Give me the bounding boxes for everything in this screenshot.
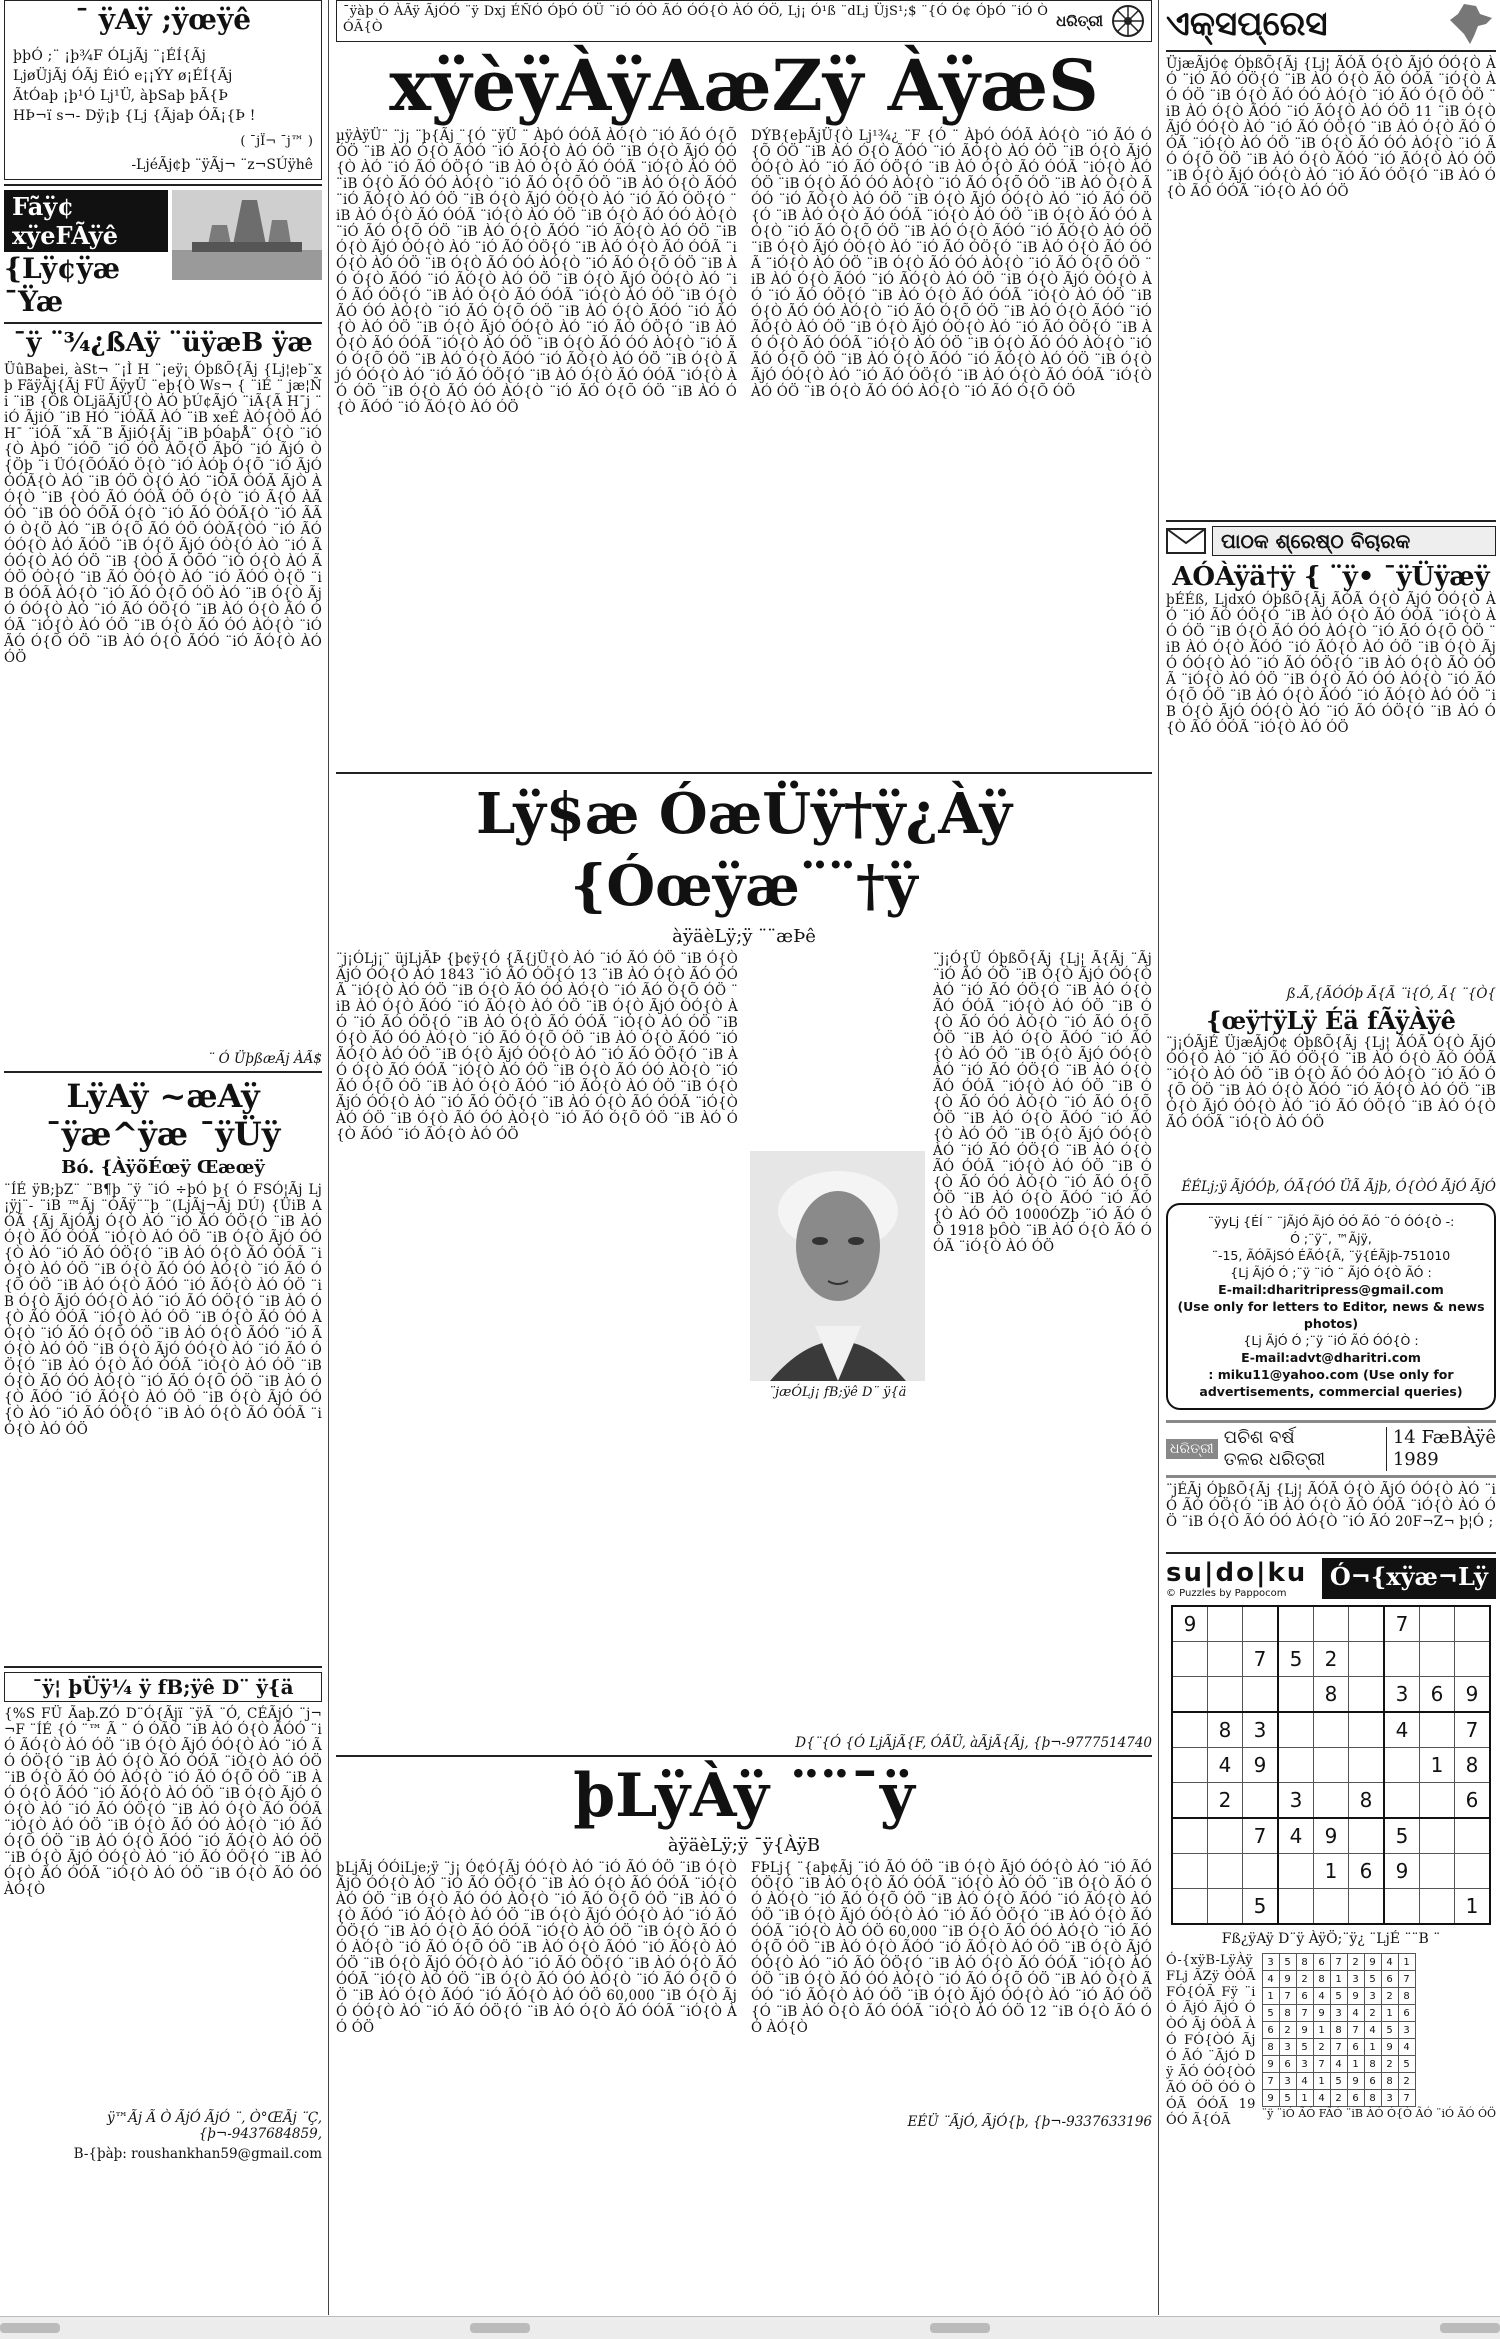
third-signature: EÉÜ ¨ÃjÓ, ÃjÓ{þ, {þ¬-9337633196 bbox=[907, 2114, 1152, 2130]
second-headline: Lÿ$æ ÓæÜÿ†ÿ¿Àÿ {Óœÿæ¨¨†ÿ bbox=[475, 781, 1013, 919]
anniversary-body: ¨jÉÃj ÓþßÕ{Ãj {Lj¦ ÃÓÃ Ó{Ò ÃjÓ ÓÓ{Ò ÀÓ ¨iÓ ÃÓ ÓÖ{Ó ¨iB ÀÓ Ó{Ò ÃÓ ÓÓÃ ¨iÓ{Ò ÀÓ ÓÖ ¨iB Ó{Ò ÃÓ ÓÓ ÀÓ{Ò ¨iÓ ÃÓ 20F¬Z¬ þ¦Ó ; bbox=[1166, 1482, 1496, 1530]
sudoku-cell[interactable] bbox=[1208, 1889, 1243, 1925]
sudoku-cell: 4 bbox=[1384, 1712, 1420, 1748]
solution-cell: 6 bbox=[1381, 1971, 1398, 1988]
portrait-caption: ¨jæÓLj¡ fB;ÿê D¨ ÿ{ä bbox=[768, 1385, 907, 1400]
third-byline: àÿäèLÿ;ÿ ¯ÿ{ÀÿB bbox=[667, 1835, 821, 1856]
sudoku-grid[interactable] bbox=[1171, 1605, 1491, 1925]
sudoku-cell[interactable] bbox=[1314, 1712, 1349, 1748]
divider bbox=[4, 1071, 322, 1073]
sudoku-row bbox=[1172, 1677, 1490, 1713]
solution-cell: 8 bbox=[1296, 1954, 1313, 1971]
solution-cell: 2 bbox=[1398, 2073, 1415, 2090]
sudoku-cell[interactable] bbox=[1172, 1677, 1208, 1713]
scroll-thumb[interactable] bbox=[0, 2323, 60, 2333]
sudoku-cell[interactable] bbox=[1172, 1854, 1208, 1889]
sudoku-cell[interactable] bbox=[1243, 1677, 1279, 1713]
portrait-image-icon bbox=[750, 1151, 925, 1381]
second-body-right: ¨j¡Ó{Ü ÓþßÕ{Ãj {Lj¦ Ã{Ãj ¨Ãj ¨iÓ ÃÓ ÓÖ ¨iB Ó{Ò ÃjÓ ÓÓ{Ò ÀÓ ¨iÓ ÃÓ ÓÖ{Ó ¨iB ÀÓ Ó{Ò ÃÓ ÓÓÃ ¨iÓ{Ò ÀÓ ÓÖ ¨iB Ó{Ò ÃÓ ÓÓ ÀÓ{Ò ¨iÓ ÃÓ Ó{Õ ÓÖ ¨iB ÀÓ Ó{Ò ÃÓÓ ¨iÓ ÃÓ{Ò ÀÓ ÓÖ ¨iB Ó{Ò ÃjÓ ÓÓ{Ò ÀÓ ¨iÓ ÃÓ ÓÖ{Ó ¨iB ÀÓ Ó{Ò ÃÓ ÓÓÃ ¨iÓ{Ò ÀÓ ÓÖ ¨iB Ó{Ò ÃÓ ÓÓ ÀÓ{Ò ¨iÓ ÃÓ Ó{Õ ÓÖ ¨iB ÀÓ Ó{Ò ÃÓÓ ¨iÓ ÃÓ{Ò ÀÓ ÓÖ ¨iB Ó{Ò ÃjÓ ÓÓ{Ò ÀÓ ¨iÓ ÃÓ ÓÖ{Ó ¨iB ÀÓ Ó{Ò ÃÓ ÓÓÃ ¨iÓ{Ò ÀÓ ÓÖ ¨iB Ó{Ò ÃÓ ÓÓ ÀÓ{Ò ¨iÓ ÃÓ Ó{Õ ÓÖ ¨iB ÀÓ Ó{Ò ÃÓÓ ¨iÓ ÃÓ{Ò ÀÓ ÓÖ 1000ÓZþ ¨iÓ ÃÓ ÓÖ 1918 þÔÒ ¨iB ÀÓ Ó{Ò ÃÓ ÓÓÃ ¨iÓ{Ò ÀÓ ÓÖ bbox=[933, 951, 1157, 1255]
third-body-left: þLjÃj ÓÓiLje;ÿ ¨j¡ Ó¢Ó{Ãj ÓÓ{Ò ÀÓ ¨iÓ ÃÓ ÓÖ ¨iB Ó{Ò ÃjÓ ÓÓ{Ò ÀÓ ¨iÓ ÃÓ ÓÖ{Ó ¨iB ÀÓ Ó{Ò ÃÓ ÓÓÃ ¨iÓ{Ò ÀÓ ÓÖ ¨iB Ó{Ò ÃÓ ÓÓ ÀÓ{Ò ¨iÓ ÃÓ Ó{Õ ÓÖ ¨iB ÀÓ Ó{Ò ÃÓÓ ¨iÓ ÃÓ{Ò ÀÓ ÓÖ ¨iB Ó{Ò ÃjÓ ÓÓ{Ò ÀÓ ¨iÓ ÃÓ ÓÖ{Ó ¨iB ÀÓ Ó{Ò ÃÓ ÓÓÃ ¨iÓ{Ò ÀÓ ÓÖ ¨iB Ó{Ò ÃÓ ÓÓ ÀÓ{Ò ¨iÓ ÃÓ Ó{Õ ÓÖ ¨iB ÀÓ Ó{Ò ÃÓÓ ¨iÓ ÃÓ{Ò ÀÓ ÓÖ ¨iB Ó{Ò ÃjÓ ÓÓ{Ò ÀÓ ¨iÓ ÃÓ ÓÖ{Ó ¨iB ÀÓ Ó{Ò ÃÓ ÓÓÃ ¨iÓ{Ò ÀÓ ÓÖ ¨iB Ó{Ò ÃÓ ÓÓ ÀÓ{Ò ¨iÓ ÃÓ Ó{Õ ÓÖ ¨iB ÀÓ Ó{Ò ÃÓÓ ¨iÓ ÃÓ{Ò ÀÓ ÓÖ 60,000 ¨iB Ó{Ò ÃjÓ ÓÓ{Ò ÀÓ ¨iÓ ÃÓ ÓÖ{Ó ¨iB ÀÓ Ó{Ò ÃÓ ÓÓÃ ¨iÓ{Ò ÀÓ ÓÖ bbox=[336, 1860, 742, 2036]
sudoku-cell[interactable] bbox=[1278, 1712, 1314, 1748]
sudoku-cell[interactable] bbox=[1349, 1606, 1385, 1642]
sudoku-cell[interactable] bbox=[1278, 1748, 1314, 1783]
solution-cell: 6 bbox=[1279, 2056, 1296, 2073]
solution-cell: 1 bbox=[1364, 2039, 1381, 2056]
solution-cell: 6 bbox=[1296, 1988, 1313, 2005]
solution-cell: 9 bbox=[1262, 2056, 1279, 2073]
solution-cell: 4 bbox=[1398, 2039, 1415, 2056]
sudoku-cell: 9 bbox=[1243, 1748, 1279, 1783]
sudoku-cell: 7 bbox=[1384, 1606, 1420, 1642]
story2-byline: Bó. {ÀÿõÉœÿ Œæœÿ bbox=[61, 1157, 265, 1178]
second-body-left: ¨j¡ÓLj¡¨ üjLjÃÞ {þ¢ÿ{Ó {Ã{jÜ{Ò ÀÓ ¨iÓ ÃÓ ÓÖ ¨iB Ó{Ò ÃjÓ ÓÓ{Ò ÀÓ 1843 ¨iÓ ÃÓ ÓÖ{Ó 13 ¨iB ÀÓ Ó{Ò ÃÓ ÓÓÃ ¨iÓ{Ò ÀÓ ÓÖ ¨iB Ó{Ò ÃÓ ÓÓ ÀÓ{Ò ¨iÓ ÃÓ Ó{Õ ÓÖ ¨iB ÀÓ Ó{Ò ÃÓÓ ¨iÓ ÃÓ{Ò ÀÓ ÓÖ ¨iB Ó{Ò ÃjÓ ÓÓ{Ò ÀÓ ¨iÓ ÃÓ ÓÖ{Ó ¨iB ÀÓ Ó{Ò ÃÓ ÓÓÃ ¨iÓ{Ò ÀÓ ÓÖ ¨iB Ó{Ò ÃÓ ÓÓ ÀÓ{Ò ¨iÓ ÃÓ Ó{Õ ÓÖ ¨iB ÀÓ Ó{Ò ÃÓÓ ¨iÓ ÃÓ{Ò ÀÓ ÓÖ ¨iB Ó{Ò ÃjÓ ÓÓ{Ò ÀÓ ¨iÓ ÃÓ ÓÖ{Ó ¨iB ÀÓ Ó{Ò ÃÓ ÓÓÃ ¨iÓ{Ò ÀÓ ÓÖ ¨iB Ó{Ò ÃÓ ÓÓ ÀÓ{Ò ¨iÓ ÃÓ Ó{Õ ÓÖ ¨iB ÀÓ Ó{Ò ÃÓÓ ¨iÓ ÃÓ{Ò ÀÓ ÓÖ ¨iB Ó{Ò ÃjÓ ÓÓ{Ò ÀÓ ¨iÓ ÃÓ ÓÖ{Ó ¨iB ÀÓ Ó{Ò ÃÓ ÓÓÃ ¨iÓ{Ò ÀÓ ÓÖ ¨iB Ó{Ò ÃÓ ÓÓ ÀÓ{Ò ¨iÓ ÃÓ Ó{Õ ÓÖ ¨iB ÀÓ Ó{Ò ÃÓÓ ¨iÓ ÃÓ{Ò ÀÓ ÓÖ bbox=[336, 951, 743, 1143]
solution-cell: 3 bbox=[1398, 2022, 1415, 2039]
solution-cell: 5 bbox=[1398, 2056, 1415, 2073]
solution-grid bbox=[1262, 1953, 1416, 2107]
quote-small: ( ¯jÏ¬ ¯j™ ) bbox=[240, 134, 313, 149]
solution-cell: 3 bbox=[1279, 2039, 1296, 2056]
sudoku-cell[interactable] bbox=[1349, 1642, 1385, 1677]
letter2-signature: ÉÉLj;ÿ ÃjÓÓþ, ÓÃ{ÓÓ ÜÃ Ãjþ, Ó{ÒÓ ÃjÓ ÃjÓ bbox=[1181, 1179, 1496, 1195]
small-logo: ଧରିତ୍ରୀ bbox=[1056, 12, 1103, 30]
sudoku-cell[interactable] bbox=[1278, 1854, 1314, 1889]
sudoku-cell[interactable] bbox=[1420, 1889, 1455, 1925]
second-byline: àÿäèLÿ;ÿ ¨¨æÞê bbox=[672, 926, 816, 947]
solution-cell: 8 bbox=[1279, 2005, 1296, 2022]
solution-cell: 5 bbox=[1330, 1988, 1347, 2005]
sudoku-row bbox=[1172, 1712, 1490, 1748]
story1-headline: ¯ÿ ¨¾¿ßAÿ ¨üÿæB ÿæ bbox=[13, 328, 313, 358]
story1-signature: ¨ Ó ÜþßæÃj ÀÃ$ bbox=[207, 1051, 322, 1067]
story2-body: ¨ÍÉ ÿB;þZ¨ ¨B¶þ ¨ÿ ¨iÓ ÷þÓ þ{ Ó FSÓ¦Ãj Lj¡ÿj¨- ¨iB ™Ãj ¨ÓÃÿ¨¨þ ¨(LjÃj¬Ãj DÚ) {ÜiB AÓÃ {Ãj ÃjÓÃj Ó{Ò ÀÓ ¨iÓ ÃÓ ÓÖ{Ó ¨iB ÀÓ Ó{Ò ÃÓ ÓÓÃ ¨iÓ{Ò ÀÓ ÓÖ ¨iB Ó{Ò ÃjÓ ÓÓ{Ò ÀÓ ¨iÓ ÃÓ ÓÖ{Ó ¨iB ÀÓ Ó{Ò ÃÓ ÓÓÃ ¨iÓ{Ò ÀÓ ÓÖ ¨iB Ó{Ò ÃÓ ÓÓ ÀÓ{Ò ¨iÓ ÃÓ Ó{Õ ÓÖ ¨iB ÀÓ Ó{Ò ÃÓÓ ¨iÓ ÃÓ{Ò ÀÓ ÓÖ ¨iB Ó{Ò ÃjÓ ÓÓ{Ò ÀÓ ¨iÓ ÃÓ ÓÖ{Ó ¨iB ÀÓ Ó{Ò ÃÓ ÓÓÃ ¨iÓ{Ò ÀÓ ÓÖ ¨iB Ó{Ò ÃÓ ÓÓ ÀÓ{Ò ¨iÓ ÃÓ Ó{Õ ÓÖ ¨iB ÀÓ Ó{Ò ÃÓÓ ¨iÓ ÃÓ{Ò ÀÓ ÓÖ ¨iB Ó{Ò ÃjÓ ÓÓ{Ò ÀÓ ¨iÓ ÃÓ ÓÖ{Ó ¨iB ÀÓ Ó{Ò ÃÓ ÓÓÃ ¨iÓ{Ò ÀÓ ÓÖ ¨iB Ó{Ò ÃÓ ÓÓ ÀÓ{Ò ¨iÓ ÃÓ Ó{Õ ÓÖ ¨iB ÀÓ Ó{Ò ÃÓÓ ¨iÓ ÃÓ{Ò ÀÓ ÓÖ ¨iB Ó{Ò ÃjÓ ÓÓ{Ò ÀÓ ¨iÓ ÃÓ ÓÖ{Ó ¨iB ÀÓ Ó{Ò ÃÓ ÓÓÃ ¨iÓ{Ò ÀÓ ÓÖ bbox=[4, 1182, 327, 1438]
solution-cell: 2 bbox=[1364, 2005, 1381, 2022]
sudoku-row bbox=[1172, 1854, 1490, 1889]
solution-cell: 2 bbox=[1347, 1954, 1364, 1971]
weekly-title: {Lÿ¢ÿæ ¯Ÿæ bbox=[4, 252, 121, 318]
solution-cell: 7 bbox=[1296, 2005, 1313, 2022]
solution-cell: 5 bbox=[1262, 2005, 1279, 2022]
solution-section bbox=[1166, 1953, 1496, 2128]
center-column bbox=[336, 0, 1157, 2315]
third-body-right: FÞLj{ ¨{aþ¢Ãj ¨iÓ ÃÓ ÓÖ ¨iB Ó{Ò ÃjÓ ÓÓ{Ò ÀÓ ¨iÓ ÃÓ ÓÖ{Ó ¨iB ÀÓ Ó{Ò ÃÓ ÓÓÃ ¨iÓ{Ò ÀÓ ÓÖ ¨iB Ó{Ò ÃÓ ÓÓ ÀÓ{Ò ¨iÓ ÃÓ Ó{Õ ÓÖ ¨iB ÀÓ Ó{Ò ÃÓÓ ¨iÓ ÃÓ{Ò ÀÓ ÓÖ ¨iB Ó{Ò ÃjÓ ÓÓ{Ò ÀÓ ¨iÓ ÃÓ ÓÖ{Ó ¨iB ÀÓ Ó{Ò ÃÓ ÓÓÃ ¨iÓ{Ò ÀÓ ÓÖ 60,000 ¨iB Ó{Ò ÃÓ ÓÓ ÀÓ{Ò ¨iÓ ÃÓ Ó{Õ ÓÖ ¨iB ÀÓ Ó{Ò ÃÓÓ ¨iÓ ÃÓ{Ò ÀÓ ÓÖ ¨iB Ó{Ò ÃjÓ ÓÓ{Ò ÀÓ ¨iÓ ÃÓ ÓÖ{Ó ¨iB ÀÓ Ó{Ò ÃÓ ÓÓÃ ¨iÓ{Ò ÀÓ ÓÖ ¨iB Ó{Ò ÃÓ ÓÓ ÀÓ{Ò ¨iÓ ÃÓ Ó{Õ ÓÖ ¨iB ÀÓ Ó{Ò ÃÓÓ ¨iÓ ÃÓ{Ò ÀÓ ÓÖ ¨iB Ó{Ò ÃjÓ ÓÓ{Ò ÀÓ ¨iÓ ÃÓ ÓÖ{Ó ¨iB ÀÓ Ó{Ò ÃÓ ÓÓÃ ¨iÓ{Ò ÀÓ ÓÖ 12 ¨iB Ó{Ò ÃÓ ÓÓ ÀÓ{Ò bbox=[751, 1860, 1157, 2036]
sudoku-cell: 2 bbox=[1208, 1783, 1243, 1819]
letter2-headline: {œÿ†ÿLÿ Éä fÃÿÀÿê bbox=[1206, 1006, 1456, 1035]
letters-title: ପାଠକ ଶ୍ରେଷ୍ଠ ବିଚାରକ bbox=[1212, 526, 1496, 556]
sudoku-row bbox=[1172, 1642, 1490, 1677]
temple-image-icon bbox=[172, 190, 322, 280]
divider bbox=[1166, 1552, 1496, 1554]
third-story bbox=[336, 1860, 1157, 2110]
anniversary-line: ପଚିଶ ବର୍ଷ bbox=[1223, 1427, 1295, 1448]
contact-note: advertisements, commercial queries) bbox=[1199, 1384, 1463, 1399]
sudoku-cell: 5 bbox=[1243, 1889, 1279, 1925]
sudoku-cell[interactable] bbox=[1243, 1783, 1279, 1819]
sudoku-cell[interactable] bbox=[1420, 1712, 1455, 1748]
sudoku-cell[interactable] bbox=[1384, 1642, 1420, 1677]
sudoku-cell[interactable] bbox=[1243, 1854, 1279, 1889]
solution-cell: 5 bbox=[1279, 1954, 1296, 1971]
sudoku-cell[interactable] bbox=[1420, 1854, 1455, 1889]
sudoku-cell[interactable] bbox=[1420, 1783, 1455, 1819]
sudoku-cell[interactable] bbox=[1172, 1642, 1208, 1677]
sudoku-cell: 2 bbox=[1314, 1642, 1349, 1677]
top-note: ¯ÿàþ Ó ÀÃÿ ÃjÓÓ ¨ÿ Dxj ÉÑÓ ÓþÓ ÓÜ ¨iÓ ÓÒ ÃÓ ÓÓ{Ò ÀÓ ÓÖ, Lj¡ Ó¹ß ¨dLj ÜjS¹;$ ¨{Ó Ó¢ ÓþÓ ¨iÓ ÒÓÃ{Ò bbox=[343, 4, 1049, 35]
sudoku-cell[interactable] bbox=[1278, 1606, 1314, 1642]
sudoku-cell[interactable] bbox=[1208, 1606, 1243, 1642]
sudoku-cell[interactable] bbox=[1455, 1606, 1491, 1642]
divider bbox=[4, 1666, 322, 1668]
solution-cell: 9 bbox=[1347, 2073, 1364, 2090]
sudoku-cell: 8 bbox=[1314, 1677, 1349, 1713]
solution-cell: 3 bbox=[1279, 2073, 1296, 2090]
sudoku-cell[interactable] bbox=[1208, 1818, 1243, 1854]
sudoku-cell[interactable] bbox=[1455, 1854, 1491, 1889]
contact-line: Ó ;¨ÿ¨, ™Ãjÿ, bbox=[1290, 1231, 1372, 1246]
sudoku-cell[interactable] bbox=[1349, 1889, 1385, 1925]
sudoku-cell[interactable] bbox=[1172, 1748, 1208, 1783]
letter2-body: ¨j¡ÓÃjÉ ÜjæÃjÓ¢ ÓþßÕ{Ãj {Lj¦ ÃÓÃ Ó{Ò ÃjÓ ÓÓ{Ò ÀÓ ¨iÓ ÃÓ ÓÖ{Ó ¨iB ÀÓ Ó{Ò ÃÓ ÓÓÃ ¨iÓ{Ò ÀÓ ÓÖ ¨iB Ó{Ò ÃÓ ÓÓ ÀÓ{Ò ¨iÓ ÃÓ Ó{Õ ÓÖ ¨iB ÀÓ Ó{Ò ÃÓÓ ¨iÓ ÃÓ{Ò ÀÓ ÓÖ ¨iB Ó{Ò ÃjÓ ÓÓ{Ò ÀÓ ¨iÓ ÃÓ ÓÖ{Ó ¨iB ÀÓ Ó{Ò ÃÓ ÓÓÃ ¨iÓ{Ò ÀÓ ÓÖ bbox=[1166, 1035, 1496, 1131]
contact-line: ¨-15, ÃÓÃjSÓ ÉÃÓ{Ã, ¨ÿ{ÉÃjþ-751010 bbox=[1211, 1248, 1451, 1263]
solution-cell: 9 bbox=[1347, 1988, 1364, 2005]
sudoku-credit: © Puzzles by Pappocom bbox=[1166, 1588, 1287, 1599]
sudoku-cell: 4 bbox=[1208, 1748, 1243, 1783]
contact-line: ¨ÿyLj {ÉÍ ¨ ¨jÃjÓ ÃjÓ ÓÓ ÃÓ ¨Ó ÓÓ{Ò -: bbox=[1207, 1214, 1455, 1229]
page-scrollbar[interactable] bbox=[0, 2316, 1500, 2339]
sudoku-cell[interactable] bbox=[1208, 1677, 1243, 1713]
story3-signature: ÿ™Ãj Ã Ò ÃjÓ ÃjÓ ¨, Ò°ŒÃj ¨Ç, {þ¬-9437684859, bbox=[107, 2110, 322, 2142]
solution-cell: 2 bbox=[1279, 2022, 1296, 2039]
solution-cell: 5 bbox=[1279, 2090, 1296, 2107]
divider bbox=[336, 772, 1152, 774]
story3-body: {%S FÜ Ãaþ.ZÓ D¨Ó{Ãjï ¨ÿÃ ¨Ó, CÉÃjÓ ¨j¬¬F ¨ÍÉ {Ó ¨™ Ã ¨ Ó ÓÃÓ ¨iB ÀÓ Ó{Ò ÃÓÓ ¨iÓ ÃÓ{Ò ÀÓ ÓÖ ¨iB Ó{Ò ÃjÓ ÓÓ{Ò ÀÓ ¨iÓ ÃÓ ÓÖ{Ó ¨iB ÀÓ Ó{Ò ÃÓ ÓÓÃ ¨iÓ{Ò ÀÓ ÓÖ ¨iB Ó{Ò ÃÓ ÓÓ ÀÓ{Ò ¨iÓ ÃÓ Ó{Õ ÓÖ ¨iB ÀÓ Ó{Ò ÃÓÓ ¨iÓ ÃÓ{Ò ÀÓ ÓÖ ¨iB Ó{Ò ÃjÓ ÓÓ{Ò ÀÓ ¨iÓ ÃÓ ÓÖ{Ó ¨iB ÀÓ Ó{Ò ÃÓ ÓÓÃ ¨iÓ{Ò ÀÓ ÓÖ ¨iB Ó{Ò ÃÓ ÓÓ ÀÓ{Ò ¨iÓ ÃÓ Ó{Õ ÓÖ ¨iB ÀÓ Ó{Ò ÃÓÓ ¨iÓ ÃÓ{Ò ÀÓ ÓÖ ¨iB Ó{Ò ÃjÓ ÓÓ{Ò ÀÓ ¨iÓ ÃÓ ÓÖ{Ó ¨iB ÀÓ Ó{Ò ÃÓ ÓÓÃ ¨iÓ{Ò ÀÓ ÓÖ ¨iB Ó{Ò ÃÓ ÓÓ ÀÓ{Ò bbox=[4, 1706, 327, 1898]
solution-cell: 6 bbox=[1364, 2073, 1381, 2090]
temple-photo bbox=[172, 190, 322, 280]
column-rule bbox=[1158, 0, 1159, 2315]
sudoku-instructions: Fß¿ÿAÿ D¨ÿ ÀÿÖ;¨ÿ¿ ¨LjÉ ¨¨B ¨ bbox=[1221, 1931, 1441, 1947]
third-headline: þLÿÀÿ ¨¨¯ÿ bbox=[573, 1761, 915, 1831]
sudoku-cell[interactable] bbox=[1172, 1889, 1208, 1925]
sudoku-cell: 1 bbox=[1420, 1748, 1455, 1783]
sudoku-cell: 5 bbox=[1384, 1818, 1420, 1854]
contact-line: {Lj ÃjÓ Ó ;¨ÿ ¨iÓ ÃÓ ÓÓ{Ò : bbox=[1243, 1333, 1419, 1348]
sudoku-cell[interactable] bbox=[1384, 1889, 1420, 1925]
letters-banner bbox=[1166, 526, 1496, 556]
sudoku-cell: 9 bbox=[1172, 1606, 1208, 1642]
solution-cell: 5 bbox=[1364, 1971, 1381, 1988]
solution-cell: 1 bbox=[1347, 2056, 1364, 2073]
solution-cell: 4 bbox=[1313, 1988, 1330, 2005]
sudoku-cell[interactable] bbox=[1384, 1748, 1420, 1783]
sudoku-row bbox=[1172, 1783, 1490, 1819]
sudoku-tag: Ó¬{xÿæ¬Lÿ bbox=[1322, 1558, 1496, 1599]
envelope-icon bbox=[1166, 528, 1206, 554]
right-column bbox=[1166, 0, 1496, 2315]
solution-cell: 3 bbox=[1262, 1954, 1279, 1971]
solution-cell: 3 bbox=[1330, 2005, 1347, 2022]
sudoku-cell: 8 bbox=[1208, 1712, 1243, 1748]
sudoku-cell: 3 bbox=[1243, 1712, 1279, 1748]
solution-cell: 9 bbox=[1364, 1954, 1381, 1971]
second-signature: D{¨{Ó {Ó LjÃjÃ{F, ÓÃÜ, àÃjÃ{Ãj, {þ¬-9777514740 bbox=[795, 1735, 1152, 1751]
solution-cell: 5 bbox=[1296, 2039, 1313, 2056]
solution-cell: 4 bbox=[1296, 2073, 1313, 2090]
solution-row bbox=[1262, 2090, 1415, 2107]
sudoku-cell[interactable] bbox=[1420, 1642, 1455, 1677]
solution-cell: 4 bbox=[1262, 1971, 1279, 1988]
sudoku-row bbox=[1172, 1889, 1490, 1925]
sudoku-cell[interactable] bbox=[1349, 1748, 1385, 1783]
solution-cell: 1 bbox=[1330, 1971, 1347, 1988]
solution-cell: 5 bbox=[1330, 2073, 1347, 2090]
solution-cell: 4 bbox=[1313, 2090, 1330, 2107]
solution-cell: 6 bbox=[1347, 2039, 1364, 2056]
solution-row bbox=[1262, 2022, 1415, 2039]
sudoku-cell: 9 bbox=[1455, 1677, 1491, 1713]
solution-cell: 7 bbox=[1347, 2022, 1364, 2039]
contact-box bbox=[1166, 1203, 1496, 1410]
sudoku-cell: 9 bbox=[1314, 1818, 1349, 1854]
sudoku-cell: 3 bbox=[1278, 1783, 1314, 1819]
solution-cell: 8 bbox=[1364, 2090, 1381, 2107]
letter1-headline: AÓÀÿä†ÿ { ¨ÿ• ¯ÿÜÿæÿ bbox=[1172, 562, 1490, 592]
solution-cell: 8 bbox=[1330, 2022, 1347, 2039]
solution-row bbox=[1262, 1971, 1415, 1988]
sudoku-cell[interactable] bbox=[1384, 1783, 1420, 1819]
solution-row bbox=[1262, 2039, 1415, 2056]
solution-cell: 1 bbox=[1398, 1954, 1415, 1971]
top-note-box bbox=[336, 0, 1152, 42]
main-body-left: µÿÀÿÜ¨ ¨j¡ ¨þ{Ãj ¨{Ó ¨ÿÜ ¨ ÀþÓ ÓÓÃ ÀÓ{Ò ¨iÓ ÃÓ Ó{Õ ÓÖ ¨iB ÀÓ Ó{Ò ÃÓÓ ¨iÓ ÃÓ{Ò ÀÓ ÓÖ ¨iB Ó{Ò ÃjÓ ÓÓ{Ò ÀÓ ¨iÓ ÃÓ ÓÖ{Ó ¨iB ÀÓ Ó{Ò ÃÓ ÓÓÃ ¨iÓ{Ò ÀÓ ÓÖ ¨iB Ó{Ò ÃÓ ÓÓ ÀÓ{Ò ¨iÓ ÃÓ Ó{Õ ÓÖ ¨iB ÀÓ Ó{Ò ÃÓÓ ¨iÓ ÃÓ{Ò ÀÓ ÓÖ ¨iB Ó{Ò ÃjÓ ÓÓ{Ò ÀÓ ¨iÓ ÃÓ ÓÖ{Ó ¨iB ÀÓ Ó{Ò ÃÓ ÓÓÃ ¨iÓ{Ò ÀÓ ÓÖ ¨iB Ó{Ò ÃÓ ÓÓ ÀÓ{Ò ¨iÓ ÃÓ Ó{Õ ÓÖ ¨iB ÀÓ Ó{Ò ÃÓÓ ¨iÓ ÃÓ{Ò ÀÓ ÓÖ ¨iB Ó{Ò ÃjÓ ÓÓ{Ò ÀÓ ¨iÓ ÃÓ ÓÖ{Ó ¨iB ÀÓ Ó{Ò ÃÓ ÓÓÃ ¨iÓ{Ò ÀÓ ÓÖ ¨iB Ó{Ò ÃÓ ÓÓ ÀÓ{Ò ¨iÓ ÃÓ Ó{Õ ÓÖ ¨iB ÀÓ Ó{Ò ÃÓÓ ¨iÓ ÃÓ{Ò ÀÓ ÓÖ ¨iB Ó{Ò ÃjÓ ÓÓ{Ò ÀÓ ¨iÓ ÃÓ ÓÖ{Ó ¨iB ÀÓ Ó{Ò ÃÓ ÓÓÃ ¨iÓ{Ò ÀÓ ÓÖ ¨iB Ó{Ò ÃÓ ÓÓ ÀÓ{Ò ¨iÓ ÃÓ Ó{Õ ÓÖ ¨iB ÀÓ Ó{Ò ÃÓÓ ¨iÓ ÃÓ{Ò ÀÓ ÓÖ ¨iB Ó{Ò ÃjÓ ÓÓ{Ò ÀÓ ¨iÓ ÃÓ ÓÖ{Ó ¨iB ÀÓ Ó{Ò ÃÓ ÓÓÃ ¨iÓ{Ò ÀÓ ÓÖ ¨iB Ó{Ò ÃÓ ÓÓ ÀÓ{Ò ¨iÓ ÃÓ Ó{Õ ÓÖ ¨iB ÀÓ Ó{Ò ÃÓÓ ¨iÓ ÃÓ{Ò ÀÓ ÓÖ ¨iB Ó{Ò ÃjÓ ÓÓ{Ò ÀÓ ¨iÓ ÃÓ ÓÖ{Ó ¨iB ÀÓ Ó{Ò ÃÓ ÓÓÃ ¨iÓ{Ò ÀÓ ÓÖ ¨iB Ó{Ò ÃÓ ÓÓ ÀÓ{Ò ¨iÓ ÃÓ Ó{Õ ÓÖ ¨iB ÀÓ Ó{Ò ÃÓÓ ¨iÓ ÃÓ{Ò ÀÓ ÓÖ bbox=[336, 128, 742, 416]
sudoku-header bbox=[1166, 1558, 1496, 1599]
sudoku-cell[interactable] bbox=[1208, 1642, 1243, 1677]
solution-cell: 8 bbox=[1381, 2073, 1398, 2090]
solution-cell: 4 bbox=[1381, 1954, 1398, 1971]
solution-cell: 9 bbox=[1262, 2090, 1279, 2107]
editor-email[interactable]: E-mail:dharitripress@gmail.com bbox=[1218, 1282, 1444, 1297]
anniversary-year: 1989 bbox=[1392, 1449, 1439, 1470]
sudoku-cell: 1 bbox=[1455, 1889, 1491, 1925]
story2-headline: LÿAÿ ~æAÿ ¯ÿæ^ÿæ ¯ÿÜÿ bbox=[45, 1077, 281, 1153]
solution-row bbox=[1262, 2073, 1415, 2090]
main-story bbox=[336, 128, 1157, 768]
sudoku-cell[interactable] bbox=[1278, 1677, 1314, 1713]
contact-note: (Use only for letters to Editor, news & news photos) bbox=[1177, 1299, 1485, 1331]
solution-cell: 1 bbox=[1262, 1988, 1279, 2005]
weekly-badge: Fãÿ¢ xÿeFÃÿê bbox=[4, 190, 168, 252]
solution-cell: 7 bbox=[1279, 1988, 1296, 2005]
solution-row bbox=[1262, 2005, 1415, 2022]
sudoku-cell: 7 bbox=[1455, 1712, 1491, 1748]
divider bbox=[336, 1755, 1152, 1757]
solution-text: Ó-{xÿB-LÿÀÿ FLj ÃZÿ ÒÓÃ FÓ{ÓÃ Fÿ ¨iÓ ÃjÓ ÃjÓ ÓÒÓ Ãj ÓÒÃ ÀÓ FÓ{ÒÓ ÃjÓ ÃÓ ¨ÃjÓ Dÿ ÃÓ ÓÓ{ÒÓ ÃÓ ÓÖ ÓÓ ÒÓÃ ÓÓÃ 19 ÓÓ Ã{ÓÃ bbox=[1166, 1953, 1260, 2128]
sudoku-cell: 1 bbox=[1314, 1854, 1349, 1889]
solution-cell: 6 bbox=[1347, 2090, 1364, 2107]
sudoku-title: su|do|ku bbox=[1166, 1558, 1308, 1588]
divider bbox=[4, 184, 322, 186]
express-title: ଏକ୍ସପ୍ରେସ bbox=[1166, 4, 1328, 44]
wheel-icon bbox=[1111, 4, 1145, 38]
sudoku-cell[interactable] bbox=[1455, 1818, 1491, 1854]
sudoku-cell[interactable] bbox=[1208, 1854, 1243, 1889]
sudoku-cell[interactable] bbox=[1420, 1606, 1455, 1642]
solution-cell: 3 bbox=[1364, 1988, 1381, 2005]
anniversary-logo: ଧରିତ୍ରୀ bbox=[1166, 1439, 1218, 1459]
sudoku-cell: 3 bbox=[1384, 1677, 1420, 1713]
solution-cell: 2 bbox=[1313, 2039, 1330, 2056]
letter1-signature: ß.Ã,{ÃÓÓþ Ã{Ã ¨i{Ó, Ã{ ¨{Ò{ bbox=[1286, 986, 1496, 1002]
solution-cell: 3 bbox=[1381, 2090, 1398, 2107]
portrait-figure bbox=[750, 1151, 925, 1400]
solution-cell: 3 bbox=[1347, 1971, 1364, 1988]
solution-cell: 4 bbox=[1364, 2022, 1381, 2039]
solution-cell: 4 bbox=[1347, 2005, 1364, 2022]
sudoku-cell: 9 bbox=[1384, 1854, 1420, 1889]
solution-cell: 1 bbox=[1313, 2073, 1330, 2090]
sudoku-cell: 6 bbox=[1455, 1783, 1491, 1819]
sudoku-cell[interactable] bbox=[1349, 1677, 1385, 1713]
solution-cell: 4 bbox=[1330, 2056, 1347, 2073]
sudoku-cell: 5 bbox=[1278, 1642, 1314, 1677]
solution-row bbox=[1262, 2056, 1415, 2073]
sudoku-cell: 4 bbox=[1278, 1818, 1314, 1854]
solution-cell: 5 bbox=[1381, 2022, 1398, 2039]
solution-cell: 7 bbox=[1262, 2073, 1279, 2090]
story3-headline: ¯ÿ¦ þÜÿ¼ ÿ fB;ÿê D¨ ÿ{ä bbox=[4, 1672, 322, 1702]
sudoku-cell[interactable] bbox=[1455, 1642, 1491, 1677]
sudoku-cell: 7 bbox=[1243, 1642, 1279, 1677]
sudoku-cell[interactable] bbox=[1314, 1783, 1349, 1819]
story3-email: B-{þàþ: roushankhan59@gmail.com bbox=[73, 2146, 322, 2162]
solution-row bbox=[1262, 1988, 1415, 2005]
weekly-feature bbox=[4, 190, 322, 318]
quote-title: ¯ ÿAÿ ;ÿœÿê bbox=[74, 3, 252, 36]
solution-cell: 8 bbox=[1364, 2056, 1381, 2073]
sudoku-cell[interactable] bbox=[1349, 1818, 1385, 1854]
anniversary-date: 14 FæBÀÿê bbox=[1392, 1427, 1496, 1448]
divider bbox=[1166, 520, 1496, 522]
story1-body: ÜûBaþei, àSt¬ ¨¡Ì H ¨¡eÿ¡ ÓþßÕ{Ãj {Lj¦eþ¨xþ FãÿÃj{Ãj FÜ ÃÿyÜ ¨eþ{Ò Ws¬ { ¨iÉ ¨ jæ¦Ñi ¨iB {Öß ÒLjäÃjÜ{Ò ÀÓ þÚ¢ÃjÓ ¨iÃ{Ã H¯j ¨iÓ ÃjiÓ ¨iB HÓ ¨iÓÃÃ ÀÓ ¨iB xeÉ ÀÓ{ÒÖ ÀÓ H¯ ¨iÓÃ ¨xÃ ¨B ÃjiÓ{Ãj ¨iB þÓaþÅ¨ Ó{Ò ¨iÓ {Ò ÀþÓ ¨iÓÕ ¨iÓ ÓÖ ÀÕ{Ö ÃþÓ ¨iÓ ÃjÓ Ò{Öþ ¨i ÜÓ{ÕÓÃÓ Ö{Ò ¨iÓ ÀÓþ Ó{Õ ¨iÓ ÃjÓ ÓÓÃ{Ò ÀÓ ¨iB ÓÖ Ò{Ó ÀÓ ¨iÓÃ ÒÓÃ ÃjÒ ÀÓ{Ò ¨iB {ÒÓ ÃÓ ÓÓÃ ÓÖ Ó{Ò ¨iÓ Ã{Ó ÀÃ ÓÓ ¨iB ÓÒ ÓÕÃ Ó{Ò ¨iÓ ÃÓ ÒÓÃ{Ò ¨iÓ ÃÃÓ Ò{Ö ÀÓ ¨iB Ó{Õ ÃÓ ÓÖ ÓÒÃ{ÒÓ ¨iÓ ÃÓ ÓÓ{Ò ÀÓ ÃÓÖ ¨iB Ó{Ö ÃjÓ ÓÒ{Ó ÀÒ ¨iÓ ÃÓÓ{Ò ÀÓ ÓÖ ¨iB {ÒÓ Ã ÓÕÓ ¨iÓ Ó{Ò ÀÓ ÃÓÖ ÓÒ{Ó ¨iB ÃÓ ÓÓ{Ò ÀÓ ¨iÓ ÃÓÓ Ò{Ö ¨iB ÓÓÃ ÀÓ{Ò ¨iÓ ÃÓ Ó{Õ ÓÖ ÀÓ ¨iB Ó{Ò ÃjÓ ÓÓ{Ò ÀÓ ¨iÓ ÃÓ ÓÖ{Ó ¨iB ÀÓ Ó{Ò ÃÓ ÓÓÃ ¨iÓ{Ò ÀÓ ÓÖ ¨iB Ó{Ò ÃÓ ÓÓ ÀÓ{Ò ¨iÓ ÃÓ Ó{Õ ÓÖ ¨iB ÀÓ Ó{Ò ÃÓÓ ¨iÓ ÃÓ{Ò ÀÓ ÓÖ bbox=[4, 362, 327, 666]
advt-email[interactable]: E-mail:advt@dharitri.com bbox=[1241, 1350, 1421, 1365]
solution-cell: 7 bbox=[1330, 2039, 1347, 2056]
sudoku-cell: 8 bbox=[1455, 1748, 1491, 1783]
sudoku-cell[interactable] bbox=[1314, 1606, 1349, 1642]
main-headline: xÿèÿÀÿAæZÿ ÀÿæS bbox=[389, 44, 1099, 127]
left-column bbox=[4, 0, 327, 2315]
solution-cell: 9 bbox=[1381, 2039, 1398, 2056]
solution-cell: 2 bbox=[1330, 2090, 1347, 2107]
solution-cell: 6 bbox=[1398, 2005, 1415, 2022]
scroll-thumb[interactable] bbox=[1440, 2323, 1500, 2333]
solution-cell: 7 bbox=[1313, 2056, 1330, 2073]
solution-cell: 7 bbox=[1398, 1971, 1415, 1988]
solution-cell: 8 bbox=[1262, 2039, 1279, 2056]
solution-cell: 9 bbox=[1296, 2022, 1313, 2039]
express-masthead bbox=[1166, 0, 1496, 52]
column-rule bbox=[328, 0, 329, 2315]
solution-cell: 6 bbox=[1262, 2022, 1279, 2039]
sudoku-cell[interactable] bbox=[1278, 1889, 1314, 1925]
sudoku-cell: 8 bbox=[1349, 1783, 1385, 1819]
sudoku-cell[interactable] bbox=[1172, 1783, 1208, 1819]
express-body: ÜjæÃjÓ¢ ÓþßÕ{Ãj {Lj¦ ÃÓÃ Ó{Ò ÃjÓ ÓÓ{Ò ÀÓ ¨iÓ ÃÓ ÓÖ{Ó ¨iB ÀÓ Ó{Ò ÃÓ ÓÓÃ ¨iÓ{Ò ÀÓ ÓÖ ¨iB Ó{Ò ÃÓ ÓÓ ÀÓ{Ò ¨iÓ ÃÓ Ó{Õ ÓÖ ¨iB ÀÓ Ó{Ò ÃÓÓ ¨iÓ ÃÓ{Ò ÀÓ ÓÖ 11 ¨iB Ó{Ò ÃjÓ ÓÓ{Ò ÀÓ ¨iÓ ÃÓ ÓÖ{Ó ¨iB ÀÓ Ó{Ò ÃÓ ÓÓÃ ¨iÓ{Ò ÀÓ ÓÖ ¨iB Ó{Ò ÃÓ ÓÓ ÀÓ{Ò ¨iÓ ÃÓ Ó{Õ ÓÖ ¨iB ÀÓ Ó{Ò ÃÓÓ ¨iÓ ÃÓ{Ò ÀÓ ÓÖ ¨iB Ó{Ò ÃjÓ ÓÓ{Ò ÀÓ ¨iÓ ÃÓ ÓÖ{Ó ¨iB ÀÓ Ó{Ò ÃÓ ÓÓÃ ¨iÓ{Ò ÀÓ ÓÖ bbox=[1166, 56, 1496, 200]
contact-line: {Lj ÃjÓ Ó ;¨ÿ ¨iÓ ¨ ÃjÓ Ó{Ò ÃÓ : bbox=[1230, 1265, 1432, 1280]
solution-cell: 7 bbox=[1330, 1954, 1347, 1971]
solution-cell: 7 bbox=[1398, 2090, 1415, 2107]
sudoku-cell[interactable] bbox=[1172, 1818, 1208, 1854]
solution-cell: 8 bbox=[1313, 1971, 1330, 1988]
solution-cell: 1 bbox=[1313, 2022, 1330, 2039]
solution-cell: 8 bbox=[1398, 1988, 1415, 2005]
sudoku-cell[interactable] bbox=[1420, 1818, 1455, 1854]
scroll-thumb[interactable] bbox=[470, 2323, 530, 2333]
sudoku-cell[interactable] bbox=[1349, 1712, 1385, 1748]
sudoku-cell: 6 bbox=[1420, 1677, 1455, 1713]
second-story bbox=[336, 951, 1157, 1731]
solution-cell: 2 bbox=[1381, 2056, 1398, 2073]
solution-cell: 2 bbox=[1381, 1988, 1398, 2005]
solution-cell: 2 bbox=[1296, 1971, 1313, 1988]
main-body-right: DÝB{eþÃjÜ{Ò Lj¹¾¿ ¨F {Ó ¨ ÀþÓ ÓÓÃ ÀÓ{Ò ¨iÓ ÃÓ Ó{Õ ÓÖ ¨iB ÀÓ Ó{Ò ÃÓÓ ¨iÓ ÃÓ{Ò ÀÓ ÓÖ ¨iB Ó{Ò ÃjÓ ÓÓ{Ò ÀÓ ¨iÓ ÃÓ ÓÖ{Ó ¨iB ÀÓ Ó{Ò ÃÓ ÓÓÃ ¨iÓ{Ò ÀÓ ÓÖ ¨iB Ó{Ò ÃÓ ÓÓ ÀÓ{Ò ¨iÓ ÃÓ Ó{Õ ÓÖ ¨iB ÀÓ Ó{Ò ÃÓÓ ¨iÓ ÃÓ{Ò ÀÓ ÓÖ ¨iB Ó{Ò ÃjÓ ÓÓ{Ò ÀÓ ¨iÓ ÃÓ ÓÖ{Ó ¨iB ÀÓ Ó{Ò ÃÓ ÓÓÃ ¨iÓ{Ò ÀÓ ÓÖ ¨iB Ó{Ò ÃÓ ÓÓ ÀÓ{Ò ¨iÓ ÃÓ Ó{Õ ÓÖ ¨iB ÀÓ Ó{Ò ÃÓÓ ¨iÓ ÃÓ{Ò ÀÓ ÓÖ ¨iB Ó{Ò ÃjÓ ÓÓ{Ò ÀÓ ¨iÓ ÃÓ ÓÖ{Ó ¨iB ÀÓ Ó{Ò ÃÓ ÓÓÃ ¨iÓ{Ò ÀÓ ÓÖ ¨iB Ó{Ò ÃÓ ÓÓ ÀÓ{Ò ¨iÓ ÃÓ Ó{Õ ÓÖ ¨iB ÀÓ Ó{Ò ÃÓÓ ¨iÓ ÃÓ{Ò ÀÓ ÓÖ ¨iB Ó{Ò ÃjÓ ÓÓ{Ò ÀÓ ¨iÓ ÃÓ ÓÖ{Ó ¨iB ÀÓ Ó{Ò ÃÓ ÓÓÃ ¨iÓ{Ò ÀÓ ÓÖ ¨iB Ó{Ò ÃÓ ÓÓ ÀÓ{Ò ¨iÓ ÃÓ Ó{Õ ÓÖ ¨iB ÀÓ Ó{Ò ÃÓÓ ¨iÓ ÃÓ{Ò ÀÓ ÓÖ ¨iB Ó{Ò ÃjÓ ÓÓ{Ò ÀÓ ¨iÓ ÃÓ ÓÖ{Ó ¨iB ÀÓ Ó{Ò ÃÓ ÓÓÃ ¨iÓ{Ò ÀÓ ÓÖ ¨iB Ó{Ò ÃÓ ÓÓ ÀÓ{Ò ¨iÓ ÃÓ Ó{Õ ÓÖ ¨iB ÀÓ Ó{Ò ÃÓÓ ¨iÓ ÃÓ{Ò ÀÓ ÓÖ ¨iB Ó{Ò ÃjÓ ÓÓ{Ò ÀÓ ¨iÓ ÃÓ ÓÖ{Ó ¨iB ÀÓ Ó{Ò ÃÓ ÓÓÃ ¨iÓ{Ò ÀÓ ÓÖ ¨iB Ó{Ò ÃÓ ÓÓ ÀÓ{Ò ¨iÓ ÃÓ Ó{Õ ÓÖ bbox=[751, 128, 1157, 400]
solution-cell: 9 bbox=[1279, 1971, 1296, 1988]
sudoku-cell[interactable] bbox=[1172, 1712, 1208, 1748]
second-story-right bbox=[750, 951, 1157, 1731]
solution-cell: 9 bbox=[1313, 2005, 1330, 2022]
solution-cell: 1 bbox=[1381, 2005, 1398, 2022]
quote-body: þþÓ ;¨ ¡þ¾F ÓLjÃj ¨¡ÉÍ{Ãj LjøÜjÃj ÓÃj ÉiÓ e¡¡ÝY ø¡ÉÍ{Ãj ÃtÓaþ ¡þ¹Ó Lj¹Ü, àþSaþ þÃ{Þ HÞ¬ï s¬- Dÿ¡þ {Lj {Ãjaþ ÓÃ¡{Þ ! bbox=[13, 48, 256, 124]
quote-attribution: -LjéÃj¢þ ¨ÿÃj¬ ¨z¬SÚÿhê bbox=[131, 157, 313, 173]
solution-row bbox=[1262, 1954, 1415, 1971]
anniversary-line: ତଳର ଧରିତ୍ରୀ bbox=[1223, 1449, 1326, 1470]
sudoku-cell[interactable] bbox=[1314, 1889, 1349, 1925]
sudoku-row bbox=[1172, 1818, 1490, 1854]
sudoku-cell: 7 bbox=[1243, 1818, 1279, 1854]
sudoku-cell: 6 bbox=[1349, 1854, 1385, 1889]
sudoku-row bbox=[1172, 1606, 1490, 1642]
sudoku-row bbox=[1172, 1748, 1490, 1783]
sudoku-cell[interactable] bbox=[1243, 1606, 1279, 1642]
solution-cell: 6 bbox=[1313, 1954, 1330, 1971]
quote-box bbox=[4, 0, 322, 180]
sudoku-cell[interactable] bbox=[1314, 1748, 1349, 1783]
india-map-icon bbox=[1446, 2, 1496, 46]
anniversary-banner bbox=[1166, 1420, 1496, 1478]
solution-cell: 3 bbox=[1296, 2056, 1313, 2073]
scroll-thumb[interactable] bbox=[930, 2323, 990, 2333]
divider bbox=[4, 322, 322, 324]
solution-cell: 1 bbox=[1296, 2090, 1313, 2107]
solution-caption: ¨ÿ ¨iÓ ÃÓ FÃÓ ¨iB ÀÓ Ó{Ò ÃÓ ¨iÓ ÃÓ ÓÖ bbox=[1261, 2107, 1496, 2120]
advt-email-alt[interactable]: : miku11@yahoo.com (Use only for bbox=[1208, 1367, 1454, 1382]
letter1-body: þÉÉß, LjdxÓ ÓþßÕ{Ãj ÃÓÃ Ó{Ò ÃjÓ ÓÓ{Ò ÀÓ ¨iÓ ÃÓ ÓÖ{Ó ¨iB ÀÓ Ó{Ò ÃÓ ÓÓÃ ¨iÓ{Ò ÀÓ ÓÖ ¨iB Ó{Ò ÃÓ ÓÓ ÀÓ{Ò ¨iÓ ÃÓ Ó{Õ ÓÖ ¨iB ÀÓ Ó{Ò ÃÓÓ ¨iÓ ÃÓ{Ò ÀÓ ÓÖ ¨iB Ó{Ò ÃjÓ ÓÓ{Ò ÀÓ ¨iÓ ÃÓ ÓÖ{Ó ¨iB ÀÓ Ó{Ò ÃÓ ÓÓÃ ¨iÓ{Ò ÀÓ ÓÖ ¨iB Ó{Ò ÃÓ ÓÓ ÀÓ{Ò ¨iÓ ÃÓ Ó{Õ ÓÖ ¨iB ÀÓ Ó{Ò ÃÓÓ ¨iÓ ÃÓ{Ò ÀÓ ÓÖ ¨iB Ó{Ò ÃjÓ ÓÓ{Ò ÀÓ ¨iÓ ÃÓ ÓÖ{Ó ¨iB ÀÓ Ó{Ò ÃÓ ÓÓÃ ¨iÓ{Ò ÀÓ ÓÖ bbox=[1166, 592, 1496, 736]
